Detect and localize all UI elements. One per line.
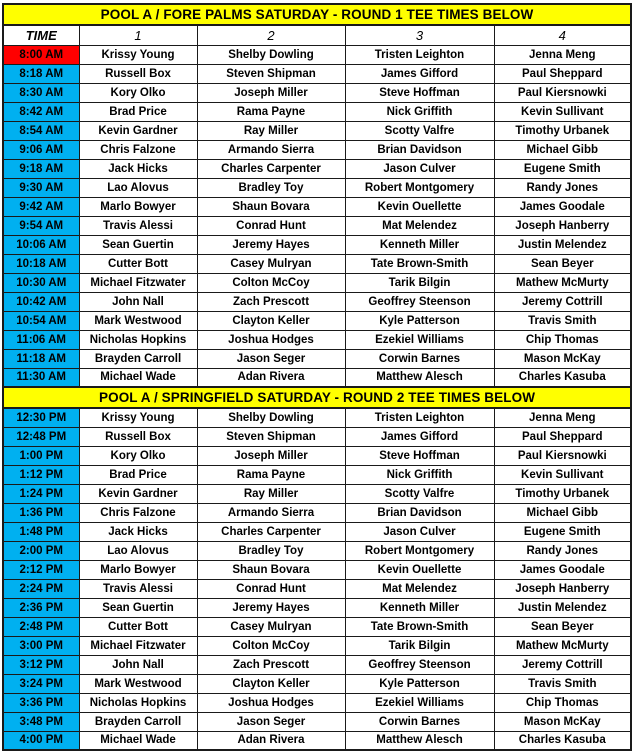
time-cell: 10:30 AM (3, 273, 79, 292)
player-cell: Bradley Toy (197, 178, 345, 197)
player-cell: Tristen Leighton (345, 408, 494, 427)
time-cell: 2:00 PM (3, 541, 79, 560)
player-cell: Bradley Toy (197, 541, 345, 560)
tee-times-table (2, 3, 632, 751)
time-column-header: TIME (3, 25, 79, 45)
time-cell: 8:54 AM (3, 121, 79, 140)
time-cell: 8:42 AM (3, 102, 79, 121)
tee-time-row (3, 427, 631, 446)
tee-time-row (3, 560, 631, 579)
player-cell: Kevin Ouellette (345, 560, 494, 579)
player-cell: Jason Culver (345, 159, 494, 178)
tee-time-row (3, 64, 631, 83)
time-cell: 2:36 PM (3, 598, 79, 617)
player-cell: Sean Beyer (494, 617, 631, 636)
tee-times-table-body (3, 4, 631, 750)
player-cell: Tate Brown-Smith (345, 617, 494, 636)
player-cell: Travis Smith (494, 674, 631, 693)
player-cell: Cutter Bott (79, 617, 197, 636)
player-cell: Brian Davidson (345, 140, 494, 159)
tee-time-row (3, 178, 631, 197)
time-cell: 9:30 AM (3, 178, 79, 197)
player-cell: Cutter Bott (79, 254, 197, 273)
player-cell: Shaun Bovara (197, 560, 345, 579)
player-cell: Jason Culver (345, 522, 494, 541)
time-cell: 3:24 PM (3, 674, 79, 693)
tee-time-row (3, 121, 631, 140)
group-column-header: 1 (79, 25, 197, 45)
player-cell: Corwin Barnes (345, 712, 494, 731)
player-cell: Shelby Dowling (197, 408, 345, 427)
player-cell: Timothy Urbanek (494, 121, 631, 140)
group-column-header: 2 (197, 25, 345, 45)
player-cell: Charles Kasuba (494, 731, 631, 750)
time-cell: 11:30 AM (3, 368, 79, 387)
player-cell: Jeremy Hayes (197, 598, 345, 617)
player-cell: James Goodale (494, 197, 631, 216)
section-banner-label: POOL A / SPRINGFIELD SATURDAY - ROUND 2 TEE TIMES BELOW (3, 387, 631, 408)
player-cell: Jenna Meng (494, 408, 631, 427)
time-cell: 2:12 PM (3, 560, 79, 579)
player-cell: Paul Sheppard (494, 427, 631, 446)
player-cell: Charles Carpenter (197, 522, 345, 541)
time-cell: 10:42 AM (3, 292, 79, 311)
time-cell: 9:06 AM (3, 140, 79, 159)
tee-time-row (3, 712, 631, 731)
player-cell: Corwin Barnes (345, 349, 494, 368)
column-header-row (3, 25, 631, 45)
tee-time-row (3, 446, 631, 465)
player-cell: Jenna Meng (494, 45, 631, 64)
player-cell: Michael Fitzwater (79, 636, 197, 655)
player-cell: Joseph Hanberry (494, 216, 631, 235)
tee-time-row (3, 254, 631, 273)
player-cell: James Gifford (345, 427, 494, 446)
player-cell: Kenneth Miller (345, 598, 494, 617)
tee-time-row (3, 579, 631, 598)
tee-time-row (3, 159, 631, 178)
player-cell: Clayton Keller (197, 311, 345, 330)
tee-time-row (3, 655, 631, 674)
player-cell: Kory Olko (79, 83, 197, 102)
player-cell: Joseph Hanberry (494, 579, 631, 598)
group-column-header: 4 (494, 25, 631, 45)
player-cell: Ezekiel Williams (345, 693, 494, 712)
player-cell: Adan Rivera (197, 368, 345, 387)
player-cell: Adan Rivera (197, 731, 345, 750)
player-cell: Paul Kiersnowki (494, 83, 631, 102)
tee-time-row (3, 273, 631, 292)
time-cell: 4:00 PM (3, 731, 79, 750)
time-cell: 1:36 PM (3, 503, 79, 522)
player-cell: Scotty Valfre (345, 484, 494, 503)
player-cell: Chip Thomas (494, 330, 631, 349)
player-cell: Kevin Ouellette (345, 197, 494, 216)
player-cell: Lao Alovus (79, 178, 197, 197)
player-cell: Kenneth Miller (345, 235, 494, 254)
player-cell: Travis Alessi (79, 579, 197, 598)
time-cell: 2:24 PM (3, 579, 79, 598)
tee-time-row (3, 216, 631, 235)
tee-time-row (3, 693, 631, 712)
player-cell: Nick Griffith (345, 465, 494, 484)
tee-time-row (3, 349, 631, 368)
player-cell: Tarik Bilgin (345, 636, 494, 655)
tee-time-row (3, 465, 631, 484)
time-cell: 3:36 PM (3, 693, 79, 712)
time-cell: 3:00 PM (3, 636, 79, 655)
tee-time-row (3, 674, 631, 693)
player-cell: Michael Gibb (494, 503, 631, 522)
player-cell: Randy Jones (494, 541, 631, 560)
time-cell: 10:06 AM (3, 235, 79, 254)
player-cell: Mathew McMurty (494, 636, 631, 655)
player-cell: Mason McKay (494, 349, 631, 368)
player-cell: John Nall (79, 655, 197, 674)
player-cell: Russell Box (79, 427, 197, 446)
player-cell: Rama Payne (197, 102, 345, 121)
player-cell: Kevin Sullivant (494, 102, 631, 121)
player-cell: Tristen Leighton (345, 45, 494, 64)
player-cell: Tate Brown-Smith (345, 254, 494, 273)
section-banner-row (3, 387, 631, 408)
player-cell: Casey Mulryan (197, 254, 345, 273)
player-cell: Ray Miller (197, 121, 345, 140)
player-cell: Sean Beyer (494, 254, 631, 273)
player-cell: Chip Thomas (494, 693, 631, 712)
player-cell: Kevin Sullivant (494, 465, 631, 484)
tee-time-row (3, 311, 631, 330)
player-cell: Jack Hicks (79, 159, 197, 178)
player-cell: Geoffrey Steenson (345, 655, 494, 674)
player-cell: Paul Kiersnowki (494, 446, 631, 465)
time-cell: 9:18 AM (3, 159, 79, 178)
time-cell: 1:24 PM (3, 484, 79, 503)
tee-time-row (3, 408, 631, 427)
player-cell: Brayden Carroll (79, 712, 197, 731)
time-cell: 1:00 PM (3, 446, 79, 465)
player-cell: Mark Westwood (79, 311, 197, 330)
player-cell: Shelby Dowling (197, 45, 345, 64)
player-cell: Steven Shipman (197, 64, 345, 83)
player-cell: Joseph Miller (197, 83, 345, 102)
player-cell: Kory Olko (79, 446, 197, 465)
time-cell: 11:18 AM (3, 349, 79, 368)
time-cell: 10:18 AM (3, 254, 79, 273)
player-cell: Paul Sheppard (494, 64, 631, 83)
player-cell: Robert Montgomery (345, 541, 494, 560)
player-cell: Travis Alessi (79, 216, 197, 235)
time-cell: 8:18 AM (3, 64, 79, 83)
time-cell: 8:30 AM (3, 83, 79, 102)
player-cell: Mat Melendez (345, 579, 494, 598)
player-cell: Armando Sierra (197, 140, 345, 159)
tee-time-row (3, 292, 631, 311)
player-cell: Travis Smith (494, 311, 631, 330)
player-cell: Marlo Bowyer (79, 197, 197, 216)
player-cell: Russell Box (79, 64, 197, 83)
player-cell: Sean Guertin (79, 598, 197, 617)
player-cell: Matthew Alesch (345, 368, 494, 387)
tee-time-row (3, 598, 631, 617)
player-cell: Krissy Young (79, 45, 197, 64)
time-cell: 1:48 PM (3, 522, 79, 541)
player-cell: Jeremy Cottrill (494, 292, 631, 311)
player-cell: Armando Sierra (197, 503, 345, 522)
time-cell: 11:06 AM (3, 330, 79, 349)
player-cell: Jason Seger (197, 349, 345, 368)
player-cell: Michael Fitzwater (79, 273, 197, 292)
player-cell: Lao Alovus (79, 541, 197, 560)
player-cell: Rama Payne (197, 465, 345, 484)
player-cell: Randy Jones (494, 178, 631, 197)
time-cell: 10:54 AM (3, 311, 79, 330)
player-cell: Mathew McMurty (494, 273, 631, 292)
player-cell: Kyle Patterson (345, 311, 494, 330)
tee-time-row (3, 197, 631, 216)
player-cell: Conrad Hunt (197, 579, 345, 598)
tee-time-row (3, 617, 631, 636)
time-cell: 12:30 PM (3, 408, 79, 427)
player-cell: Conrad Hunt (197, 216, 345, 235)
player-cell: Justin Melendez (494, 598, 631, 617)
player-cell: Jeremy Cottrill (494, 655, 631, 674)
tee-time-row (3, 140, 631, 159)
tee-time-row (3, 522, 631, 541)
player-cell: Steven Shipman (197, 427, 345, 446)
player-cell: Eugene Smith (494, 159, 631, 178)
player-cell: Kevin Gardner (79, 484, 197, 503)
section-banner-row (3, 4, 631, 25)
player-cell: Michael Wade (79, 368, 197, 387)
player-cell: Mason McKay (494, 712, 631, 731)
player-cell: Joseph Miller (197, 446, 345, 465)
player-cell: Jason Seger (197, 712, 345, 731)
tee-time-row (3, 102, 631, 121)
player-cell: Clayton Keller (197, 674, 345, 693)
player-cell: Colton McCoy (197, 636, 345, 655)
tee-time-row (3, 368, 631, 387)
player-cell: Jeremy Hayes (197, 235, 345, 254)
player-cell: Mark Westwood (79, 674, 197, 693)
player-cell: Jack Hicks (79, 522, 197, 541)
player-cell: Nicholas Hopkins (79, 330, 197, 349)
player-cell: Charles Carpenter (197, 159, 345, 178)
time-cell: 3:48 PM (3, 712, 79, 731)
player-cell: Tarik Bilgin (345, 273, 494, 292)
group-column-header: 3 (345, 25, 494, 45)
tee-time-row (3, 503, 631, 522)
time-cell: 12:48 PM (3, 427, 79, 446)
tee-time-row (3, 330, 631, 349)
tee-time-row (3, 484, 631, 503)
player-cell: Krissy Young (79, 408, 197, 427)
player-cell: Justin Melendez (494, 235, 631, 254)
player-cell: Brad Price (79, 102, 197, 121)
player-cell: Chris Falzone (79, 140, 197, 159)
player-cell: Eugene Smith (494, 522, 631, 541)
tee-time-row (3, 636, 631, 655)
player-cell: Steve Hoffman (345, 446, 494, 465)
player-cell: Colton McCoy (197, 273, 345, 292)
player-cell: Brayden Carroll (79, 349, 197, 368)
player-cell: Brian Davidson (345, 503, 494, 522)
section-banner-label: POOL A / FORE PALMS SATURDAY - ROUND 1 TEE TIMES BELOW (3, 4, 631, 25)
player-cell: Casey Mulryan (197, 617, 345, 636)
time-cell: 3:12 PM (3, 655, 79, 674)
player-cell: Ray Miller (197, 484, 345, 503)
player-cell: Nick Griffith (345, 102, 494, 121)
player-cell: Kevin Gardner (79, 121, 197, 140)
player-cell: Timothy Urbanek (494, 484, 631, 503)
player-cell: Mat Melendez (345, 216, 494, 235)
tee-time-row (3, 83, 631, 102)
player-cell: Joshua Hodges (197, 693, 345, 712)
time-cell: 1:12 PM (3, 465, 79, 484)
player-cell: Zach Prescott (197, 292, 345, 311)
player-cell: Shaun Bovara (197, 197, 345, 216)
tee-time-row (3, 45, 631, 64)
player-cell: Nicholas Hopkins (79, 693, 197, 712)
player-cell: Geoffrey Steenson (345, 292, 494, 311)
player-cell: Michael Gibb (494, 140, 631, 159)
player-cell: Michael Wade (79, 731, 197, 750)
tee-time-row (3, 731, 631, 750)
player-cell: Joshua Hodges (197, 330, 345, 349)
player-cell: Charles Kasuba (494, 368, 631, 387)
player-cell: Sean Guertin (79, 235, 197, 254)
player-cell: Kyle Patterson (345, 674, 494, 693)
player-cell: Matthew Alesch (345, 731, 494, 750)
player-cell: Robert Montgomery (345, 178, 494, 197)
time-cell: 2:48 PM (3, 617, 79, 636)
time-cell: 8:00 AM (3, 45, 79, 64)
time-cell: 9:42 AM (3, 197, 79, 216)
player-cell: John Nall (79, 292, 197, 311)
tee-time-row (3, 541, 631, 560)
player-cell: Chris Falzone (79, 503, 197, 522)
player-cell: James Goodale (494, 560, 631, 579)
player-cell: Steve Hoffman (345, 83, 494, 102)
time-cell: 9:54 AM (3, 216, 79, 235)
player-cell: Brad Price (79, 465, 197, 484)
player-cell: Zach Prescott (197, 655, 345, 674)
player-cell: Scotty Valfre (345, 121, 494, 140)
player-cell: James Gifford (345, 64, 494, 83)
player-cell: Marlo Bowyer (79, 560, 197, 579)
tee-time-row (3, 235, 631, 254)
player-cell: Ezekiel Williams (345, 330, 494, 349)
